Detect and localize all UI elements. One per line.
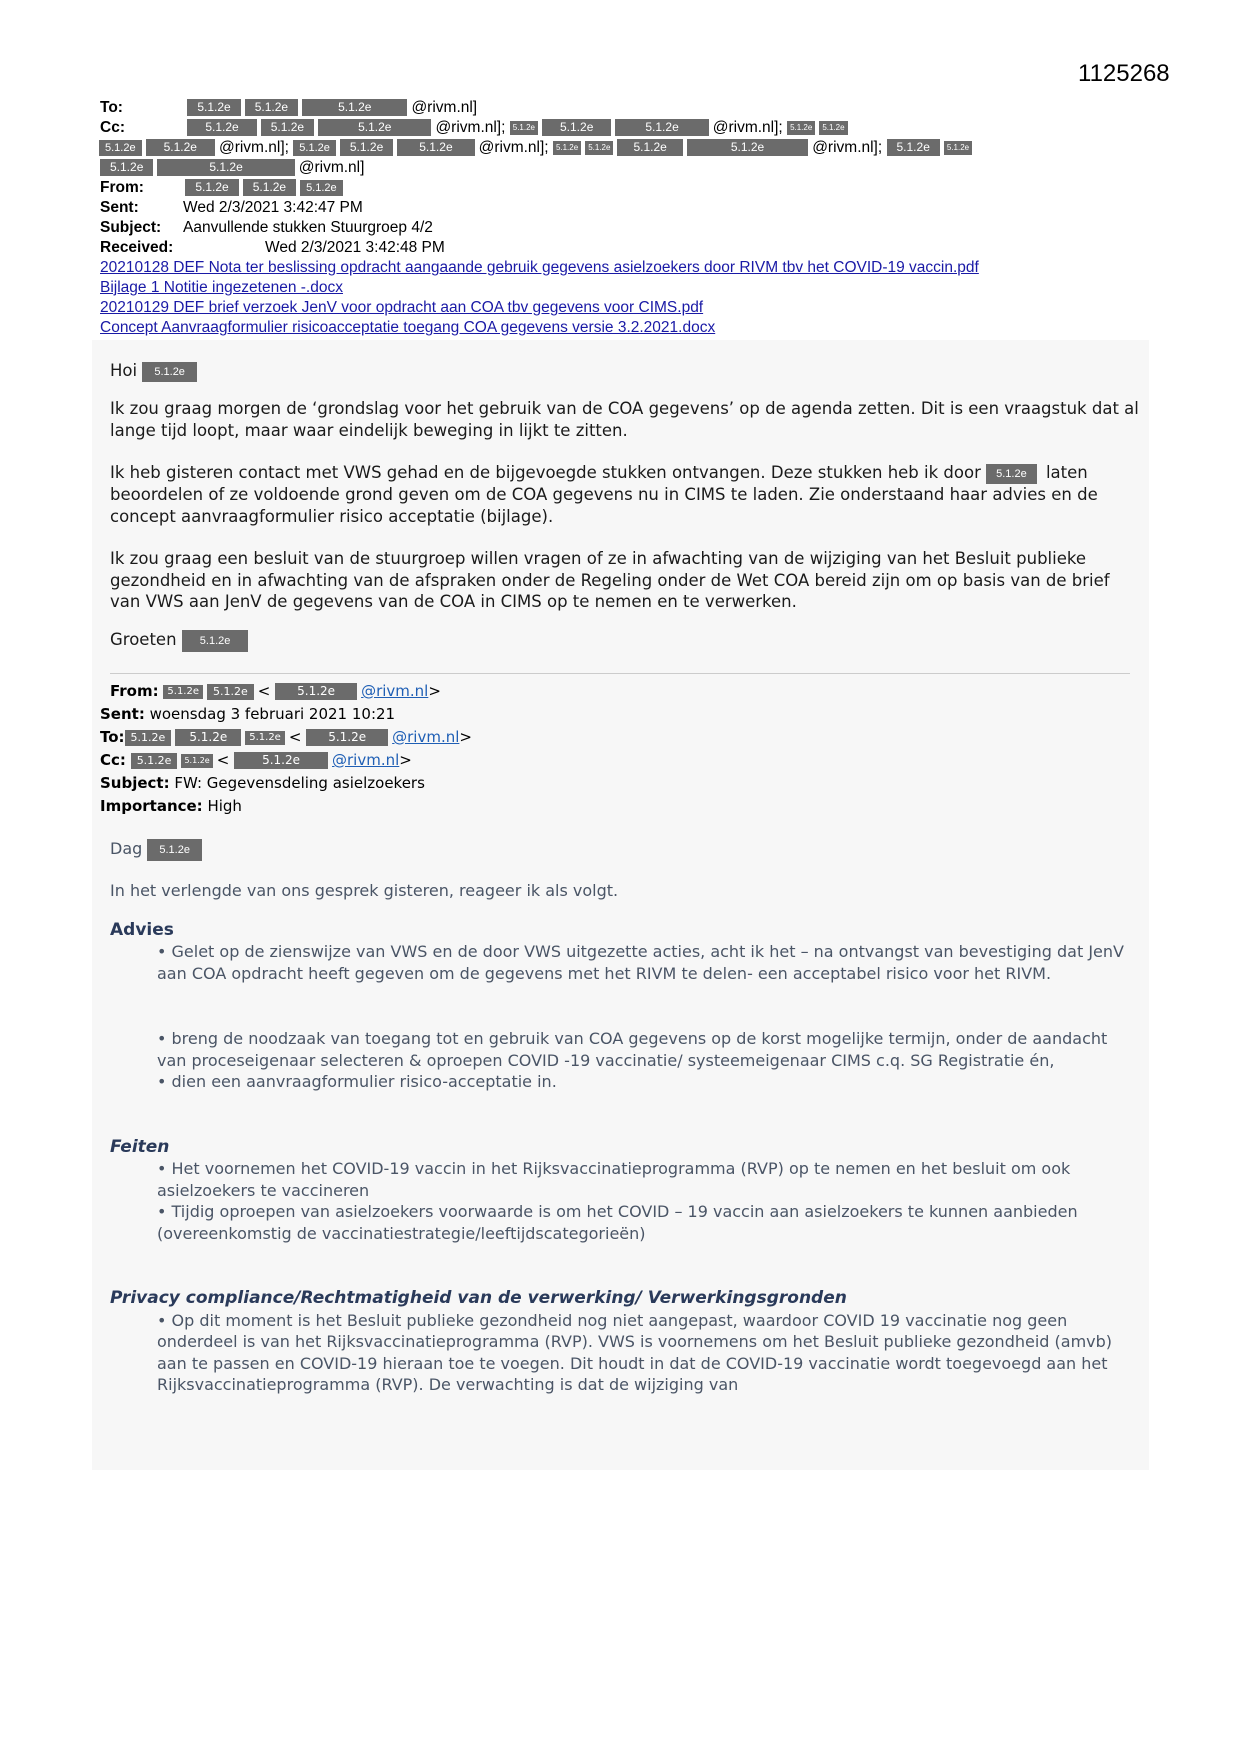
email-domain: @rivm.nl];: [812, 139, 883, 156]
sent-row: [100, 198, 1160, 218]
fwd-importance-value: High: [207, 797, 242, 815]
separator: [110, 673, 1130, 674]
lt: <: [216, 751, 230, 769]
privacy-heading: Privacy compliance/Rechtmatigheid van de verwerking/ Verwerkingsgronden: [110, 1288, 847, 1308]
redaction: 5.1.2e: [182, 630, 249, 652]
redaction: 5.1.2e: [306, 729, 388, 746]
advies-item: • Gelet op de zienswijze van VWS en de door VWS uitgezette acties, acht ik het – na ontvangst van bevestiging dat JenV aan COA opdracht heeft gegeven om de gegevens met het RIVM te delen- een acceptabel risico voor het RIVM.: [157, 942, 1124, 983]
sent-label: Sent:: [100, 199, 139, 216]
fwd-cc-row: [100, 749, 472, 772]
redaction: 5.1.2e: [261, 119, 314, 136]
forward-header: [100, 680, 472, 818]
email-domain: @rivm.nl];: [435, 119, 506, 136]
subject-label: Subject:: [100, 219, 162, 236]
subject-row: [100, 218, 1160, 238]
redaction: 5.1.2e: [163, 685, 203, 699]
fwd-importance-row: [100, 795, 472, 818]
received-row: [100, 238, 1160, 258]
redaction: 5.1.2e: [157, 159, 294, 176]
redaction: 5.1.2e: [787, 121, 815, 135]
redaction: 5.1.2e: [944, 141, 972, 155]
feiten-item: • Het voornemen het COVID-19 vaccin in het Rijksvaccinatieprogramma (RVP) op te nemen en het besluit om ook asielzoekers te vaccineren: [157, 1159, 1071, 1200]
redaction: 5.1.2e: [340, 139, 393, 156]
attachment-link[interactable]: Concept Aanvraagformulier risicoacceptatie toegang COA gegevens versie 3.2.2021.docx: [100, 319, 716, 336]
redaction: 5.1.2e: [125, 730, 172, 746]
paragraph-2a: Ik heb gisteren contact met VWS gehad en de bijgevoegde stukken ontvangen. Deze stukken heb ik door: [110, 463, 981, 482]
fwd-to-label: To:: [100, 728, 125, 746]
redaction: 5.1.2e: [131, 753, 178, 769]
redaction: 5.1.2e: [187, 119, 256, 136]
redaction: 5.1.2e: [245, 99, 298, 116]
greeting: Hoi: [110, 361, 138, 380]
redaction: 5.1.2e: [986, 464, 1037, 484]
redaction: 5.1.2e: [175, 729, 241, 746]
privacy-item: • Op dit moment is het Besluit publieke gezondheid nog niet aangepast, waardoor COVID 19 vaccinatie nog geen onderdeel is van het Rijksvaccinatieprogramma (RVP). VWS is voornemens om het Besluit publieke gezondheid (amvb) aan te passen en COVID-19 hieraan toe te voegen. Dit houdt in dat de COVID-19 vaccinatie wordt toegevoegd aan het Rijksvaccinatieprogramma (RVP). De verwachting is dat de wijziging van: [157, 1310, 1113, 1394]
message-body: [110, 360, 1140, 652]
email-link[interactable]: @rivm.nl: [392, 728, 460, 746]
paragraph-1: Ik zou graag morgen de ‘grondslag voor het gebruik van de COA gegevens’ op de agenda zetten. Dit is een vraagstuk dat al lange tijd loopt, maar waar eindelijk beweging in lijkt te zitten.: [110, 399, 1139, 440]
paragraph-2b: laten beoordelen of ze voldoende grond geven om de COA gegevens nu in CIMS te laden. Zie onderstaand haar advies en de concept aanvraagformulier risico acceptatie (bijlage).: [110, 463, 1098, 526]
redaction: 5.1.2e: [147, 839, 202, 861]
paragraph-3: Ik zou graag een besluit van de stuurgroep willen vragen of ze in afwachting van de wijziging van het Besluit publieke gezondheid en in afwachting van de afspraken onder de Regeling onder de Wet COA bereid zijn om op basis van de brief van VWS aan JenV de gegevens van de COA in CIMS op te nemen en te verwerken.: [110, 549, 1110, 611]
email-link[interactable]: @rivm.nl: [332, 751, 400, 769]
redaction: 5.1.2e: [245, 731, 285, 745]
attachment-link[interactable]: Bijlage 1 Notitie ingezetenen -.docx: [100, 279, 343, 296]
redaction: 5.1.2e: [293, 140, 336, 156]
received-value: Wed 2/3/2021 3:42:48 PM: [265, 239, 445, 256]
gt: >: [428, 682, 441, 700]
fwd-subject-label: Subject:: [100, 774, 170, 792]
redaction: 5.1.2e: [397, 139, 474, 156]
advies-item: • dien een aanvraagformulier risico-acceptatie in.: [157, 1072, 557, 1091]
redaction: 5.1.2e: [142, 362, 197, 382]
email-domain: @rivm.nl];: [712, 119, 783, 136]
cc-row: [100, 118, 1160, 138]
attachment-link[interactable]: 20210129 DEF brief verzoek JenV voor opdracht aan COA tbv gegevens voor CIMS.pdf: [100, 299, 704, 316]
redaction: 5.1.2e: [99, 140, 142, 156]
redaction: 5.1.2e: [100, 159, 153, 176]
redaction: 5.1.2e: [207, 684, 254, 700]
lt: <: [288, 728, 302, 746]
redaction: 5.1.2e: [302, 99, 407, 116]
feiten-item: • Tijdig oproepen van asielzoekers voorwaarde is om het COVID – 19 vaccin aan asielzoekers te kunnen aanbieden (overeenkomstig de vaccinatiestrategie/leeftijdscategorieën): [157, 1202, 1078, 1243]
redaction: 5.1.2e: [617, 139, 682, 156]
attachment-link[interactable]: 20210128 DEF Nota ter beslissing opdracht aangaande gebruik gegevens asielzoekers door RIVM tbv het COVID-19 vaccin.pdf: [100, 259, 979, 276]
fwd-sent-label: Sent:: [100, 705, 145, 723]
redaction: 5.1.2e: [187, 99, 240, 116]
fwd-sent-row: [100, 703, 472, 726]
redaction: 5.1.2e: [146, 139, 215, 156]
fwd-cc-label: Cc:: [100, 751, 126, 769]
fwd-from-label: From:: [110, 682, 159, 700]
fwd-to-row: [100, 726, 472, 749]
advice-section: [110, 838, 1140, 1396]
fwd-subject-row: [100, 772, 472, 795]
cc-row-2: [99, 138, 1160, 158]
redaction: 5.1.2e: [585, 141, 613, 155]
redaction: 5.1.2e: [300, 180, 343, 196]
lt: <: [257, 682, 271, 700]
from-label: From:: [100, 179, 144, 196]
document-number: 1125268: [1078, 60, 1170, 87]
email-domain: @rivm.nl];: [218, 139, 289, 156]
email-domain: @rivm.nl];: [478, 139, 549, 156]
advice-intro: In het verlengde van ons gesprek gisteren, reageer ik als volgt.: [110, 881, 619, 900]
redaction: 5.1.2e: [553, 141, 581, 155]
email-domain: @rivm.nl]: [411, 99, 478, 116]
redaction: 5.1.2e: [275, 683, 357, 700]
fwd-importance-label: Importance:: [100, 797, 203, 815]
received-label: Received:: [100, 239, 174, 256]
cc-row-3: [100, 158, 1160, 178]
redaction: 5.1.2e: [510, 121, 538, 135]
email-link[interactable]: @rivm.nl: [361, 682, 429, 700]
redaction: 5.1.2e: [687, 139, 808, 156]
advies-item: • breng de noodzaak van toegang tot en gebruik van COA gegevens op de korst mogelijke termijn, onder de aandacht van proceseigenaar selecteren & oproepen COVID -19 vaccinatie/ systeemeigenaar CIMS c.q. SG Registratie én,: [157, 1029, 1108, 1070]
gt: >: [459, 728, 472, 746]
redaction: 5.1.2e: [615, 119, 708, 136]
to-label: To:: [100, 99, 123, 116]
email-header: [100, 98, 1160, 338]
redaction: 5.1.2e: [542, 119, 611, 136]
redaction: 5.1.2e: [234, 752, 328, 769]
fwd-from-row: [100, 680, 472, 703]
redaction: 5.1.2e: [819, 121, 847, 135]
fwd-sent-value: woensdag 3 februari 2021 10:21: [149, 705, 396, 723]
email-domain: @rivm.nl]: [298, 159, 365, 176]
gt: >: [399, 751, 412, 769]
redaction: 5.1.2e: [181, 754, 212, 768]
from-row: [100, 178, 1160, 198]
closing: Groeten: [110, 629, 177, 649]
redaction: 5.1.2e: [887, 139, 940, 156]
advice-greeting: Dag: [110, 839, 143, 858]
redaction: 5.1.2e: [185, 179, 238, 196]
advies-heading: Advies: [110, 919, 174, 940]
subject-value: Aanvullende stukken Stuurgroep 4/2: [183, 219, 433, 236]
cc-label: Cc:: [100, 119, 125, 136]
fwd-subject-value: FW: Gegevensdeling asielzoekers: [174, 774, 425, 792]
redaction: 5.1.2e: [243, 179, 296, 196]
sent-value: Wed 2/3/2021 3:42:47 PM: [183, 199, 363, 216]
to-row: [100, 98, 1160, 118]
redaction: 5.1.2e: [318, 119, 431, 136]
feiten-heading: Feiten: [110, 1136, 170, 1157]
